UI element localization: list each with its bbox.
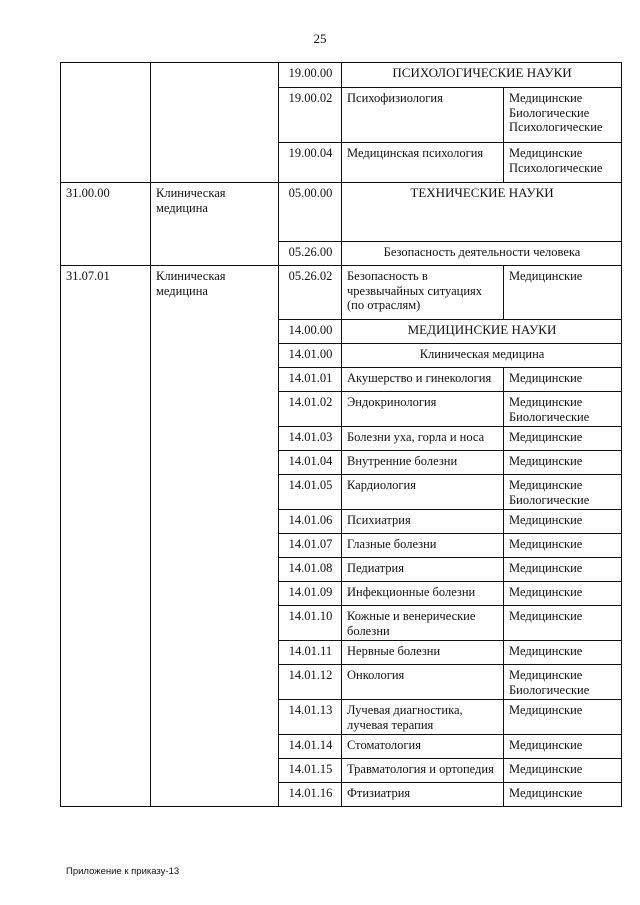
cell-line: Лучевая диагностика, (347, 703, 463, 717)
cell-line: Биологические (509, 105, 590, 120)
science-code: 19.00.02 (288, 91, 333, 105)
science-branch-cell (504, 510, 622, 534)
cell-line: Медицинские (509, 454, 583, 468)
cell-line: медицина (156, 283, 208, 298)
cell-line: Безопасность в (347, 269, 428, 283)
science-branch-cell (504, 783, 622, 807)
science-branch-cell (504, 368, 622, 392)
cell-line: болезни (347, 623, 390, 638)
cell-line: Медицинские (509, 762, 583, 776)
science-branch-cell (504, 88, 622, 143)
spec-code-cell (61, 183, 151, 266)
science-code: 14.01.03 (288, 430, 333, 444)
science-branch-cell (504, 582, 622, 606)
science-branch-cell (504, 427, 622, 451)
table-row (61, 183, 622, 242)
specialty-name-cell (342, 641, 504, 665)
specialty-name: Медицинская психология (347, 146, 484, 160)
section-heading: ПСИХОЛОГИЧЕСКИЕ НАУКИ (392, 65, 572, 80)
specialty-name-cell (342, 427, 504, 451)
specialty-name-cell (342, 759, 504, 783)
science-code: 14.01.12 (288, 668, 333, 682)
science-code-cell (279, 183, 342, 242)
spec-name-cell (151, 183, 279, 266)
cell-line: Глазные болезни (347, 537, 437, 551)
science-code-cell (279, 783, 342, 807)
science-branch-cell (504, 641, 622, 665)
science-code: 19.00.04 (288, 146, 333, 160)
science-code: 14.01.13 (288, 703, 333, 717)
science-code-cell (279, 665, 342, 700)
science-code: 14.01.01 (288, 371, 333, 385)
specialty-name-cell (342, 558, 504, 582)
science-code: 05.00.00 (288, 186, 333, 200)
cell-line: Медицинские (509, 668, 583, 682)
spec-name-cell (151, 63, 279, 183)
cell-line: (по отраслям) (347, 298, 421, 312)
cell-line: Медицинские (509, 703, 583, 717)
science-code-cell (279, 344, 342, 368)
science-branch-cell (504, 759, 622, 783)
science-code-cell (279, 510, 342, 534)
cell-line: Медицинские (509, 644, 583, 658)
science-branch-cell (504, 700, 622, 735)
science-code-cell (279, 582, 342, 606)
science-code: 14.01.09 (288, 585, 333, 599)
science-code-cell (279, 392, 342, 427)
science-branch-cell (504, 451, 622, 475)
cell-line: Биологические (509, 682, 590, 697)
cell-line: Медицинские (509, 478, 583, 492)
cell-line: Медицинские (509, 561, 583, 575)
science-code-cell (279, 606, 342, 641)
cell-line: Педиатрия (347, 561, 404, 575)
science-branch-cell (504, 735, 622, 759)
cell-line: Кожные и венерические (347, 609, 476, 623)
science-code: 05.26.00 (288, 245, 333, 259)
science-code-cell (279, 641, 342, 665)
specialty-name-cell (342, 392, 504, 427)
section-heading: МЕДИЦИНСКИЕ НАУКИ (407, 322, 557, 337)
cell-line: Онкология (347, 668, 405, 682)
cell-line: Акушерство и гинекология (347, 371, 492, 385)
science-code-cell (279, 451, 342, 475)
specialty-name-cell (342, 700, 504, 735)
cell-line: Психиатрия (347, 513, 411, 527)
science-code-cell (279, 759, 342, 783)
science-code-cell (279, 143, 342, 183)
science-code: 14.00.00 (288, 323, 333, 337)
cell-line: Клиническая (156, 269, 226, 283)
cell-line: Медицинские (509, 585, 583, 599)
subsection-heading-cell (342, 242, 622, 266)
science-code-cell (279, 475, 342, 510)
cell-line: Психологические (509, 120, 603, 134)
science-code-cell (279, 427, 342, 451)
section-heading-cell (342, 183, 622, 242)
subsection-heading: Безопасность деятельности человека (383, 245, 581, 259)
spec-code-cell (61, 63, 151, 183)
science-code-cell (279, 368, 342, 392)
cell-line: Психологические (509, 160, 603, 175)
science-branch-cell (504, 534, 622, 558)
subsection-heading: Клиническая медицина (419, 347, 545, 361)
science-code-cell (279, 63, 342, 88)
cell-line: медицина (156, 200, 208, 215)
science-code-cell (279, 88, 342, 143)
section-heading: ТЕХНИЧЕСКИЕ НАУКИ (410, 185, 554, 200)
section-heading-cell (342, 320, 622, 344)
specialty-name-cell (342, 582, 504, 606)
cell-line: Медицинские (509, 738, 583, 752)
cell-line: чрезвычайных ситуациях (347, 283, 483, 298)
science-code: 14.01.02 (288, 395, 333, 409)
specialty-name-cell (342, 266, 504, 320)
science-branch-cell (504, 558, 622, 582)
science-code: 14.01.15 (288, 762, 333, 776)
science-code: 14.01.16 (288, 786, 333, 800)
specialty-name-cell (342, 143, 504, 183)
science-code-cell (279, 320, 342, 344)
science-code: 14.01.06 (288, 513, 333, 527)
specialty-name: Психофизиология (347, 91, 443, 105)
science-code: 14.01.14 (288, 738, 333, 752)
cell-line: Нервные болезни (347, 644, 441, 658)
cell-line: Внутренние болезни (347, 454, 458, 468)
cell-line: Медицинские (509, 537, 583, 551)
specialty-name-cell (342, 606, 504, 641)
cell-line: Медицинские (509, 91, 583, 105)
science-branch-cell (504, 266, 622, 320)
science-branch-cell (504, 392, 622, 427)
specialty-name-cell (342, 451, 504, 475)
cell-line: Медицинские (509, 609, 583, 623)
table-row (61, 266, 622, 320)
specialty-name-cell (342, 510, 504, 534)
cell-line: Медицинские (509, 269, 583, 283)
science-code-cell (279, 242, 342, 266)
science-branch-cell (504, 475, 622, 510)
science-branch-cell (504, 665, 622, 700)
science-code: 14.01.10 (288, 609, 333, 623)
cell-line: Болезни уха, горла и носа (347, 430, 485, 444)
table-row (61, 63, 622, 88)
cell-line: Клиническая (156, 186, 226, 200)
specialty-name-cell (342, 534, 504, 558)
page-number: 25 (313, 31, 327, 46)
spec-code: 31.07.01 (66, 269, 110, 283)
science-code-cell (279, 534, 342, 558)
cell-line: лучевая терапия (347, 717, 434, 732)
subsection-heading-cell (342, 344, 622, 368)
science-code: 14.01.11 (288, 644, 333, 658)
science-code: 14.01.08 (288, 561, 333, 575)
specialties-table (60, 62, 622, 807)
specialty-name-cell (342, 88, 504, 143)
science-branch-cell (504, 606, 622, 641)
cell-line: Медицинские (509, 786, 583, 800)
science-code: 14.01.00 (288, 347, 333, 361)
cell-line: Медицинские (509, 371, 583, 385)
specialty-name-cell (342, 475, 504, 510)
specialty-name-cell (342, 735, 504, 759)
specialty-name-cell (342, 783, 504, 807)
cell-line: Медицинские (509, 430, 583, 444)
cell-line: Кардиология (347, 478, 416, 492)
specialty-name-cell (342, 368, 504, 392)
cell-line: Медицинские (509, 395, 583, 409)
science-code-cell (279, 558, 342, 582)
cell-line: Травматология и ортопедия (347, 762, 494, 776)
science-code: 05.26.02 (288, 269, 333, 283)
science-branch-cell (504, 143, 622, 183)
specialty-name-cell (342, 665, 504, 700)
science-code: 19.00.00 (288, 66, 333, 80)
cell-line: Биологические (509, 409, 590, 424)
cell-line: Медицинские (509, 146, 583, 160)
cell-line: Стоматология (347, 738, 421, 752)
cell-line: Эндокринология (347, 395, 437, 409)
cell-line: Медицинские (509, 513, 583, 527)
science-code-cell (279, 735, 342, 759)
spec-code: 31.00.00 (66, 186, 110, 200)
science-code-cell (279, 266, 342, 320)
science-code: 14.01.07 (288, 537, 333, 551)
cell-line: Инфекционные болезни (347, 585, 476, 599)
section-heading-cell (342, 63, 622, 88)
science-code: 14.01.04 (288, 454, 333, 468)
science-code-cell (279, 700, 342, 735)
spec-code-cell (61, 266, 151, 807)
footer-note: Приложение к приказу-13 (66, 866, 180, 877)
cell-line: Фтизиатрия (347, 786, 411, 800)
science-code: 14.01.05 (288, 478, 333, 492)
spec-name-cell (151, 266, 279, 807)
cell-line: Биологические (509, 492, 590, 507)
